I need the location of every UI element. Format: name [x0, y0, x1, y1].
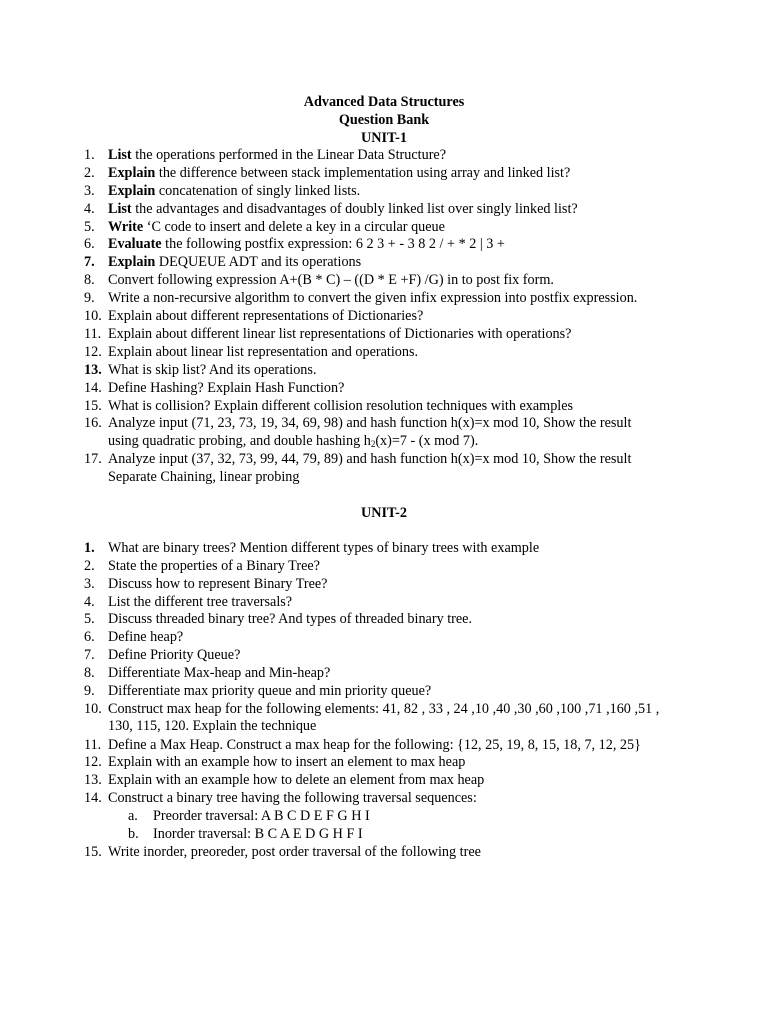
- item-text: [108, 451, 631, 468]
- item-text: [108, 844, 481, 861]
- item-body: Explain about linear list representation and operations.: [108, 344, 419, 360]
- item-number: 17.: [84, 451, 102, 467]
- item-text: [108, 665, 330, 682]
- item-body: Discuss threaded binary tree? And types of threaded binary tree.: [108, 611, 473, 627]
- item-keyword: Evaluate: [108, 236, 162, 252]
- item-number: 12.: [84, 344, 102, 360]
- item-text: [108, 147, 446, 164]
- item-text: [108, 398, 573, 415]
- item-keyword: List: [108, 147, 132, 163]
- unit2-item10-continuation: 130, 115, 120. Explain the technique: [108, 718, 317, 734]
- item-text: [108, 201, 578, 218]
- item-number: 15.: [84, 844, 102, 860]
- item-text: [108, 254, 361, 271]
- item-number: 10.: [84, 308, 102, 324]
- item-body: DEQUEUE ADT and its operations: [155, 254, 362, 270]
- item-body: Convert following expression A+(B * C) – ((D * E +F) /G) in to post fix form.: [108, 272, 554, 288]
- item-body: the operations performed in the Linear Data Structure?: [131, 147, 447, 163]
- item-number: 14.: [84, 790, 102, 806]
- item-body: Define Priority Queue?: [108, 647, 241, 663]
- item-body: What is collision? Explain different collision resolution techniques with examples: [108, 398, 574, 414]
- item-number: 2.: [84, 558, 95, 574]
- item-text: [108, 236, 505, 253]
- unit2-heading: UNIT-2: [361, 505, 407, 521]
- item-body: Explain about different linear list representations of Dictionaries with operations?: [108, 326, 572, 342]
- item-text: [108, 344, 418, 361]
- item-keyword: Explain: [108, 183, 156, 199]
- item-text: [108, 415, 631, 432]
- item-body: ‘C code to insert and delete a key in a circular queue: [143, 219, 445, 235]
- item-number: 9.: [84, 290, 95, 306]
- item-number: 3.: [84, 183, 95, 199]
- item-number: 10.: [84, 701, 102, 717]
- item-body: Explain with an example how to delete an element from max heap: [108, 772, 485, 788]
- item-number: 5.: [84, 219, 95, 235]
- item-number: 9.: [84, 683, 95, 699]
- item-text: [108, 272, 554, 289]
- item-number: 11.: [84, 737, 102, 753]
- item-body: Define a Max Heap. Construct a max heap for the following: {12, 25, 19, 8, 15, 18, 7, 12, 25}: [108, 737, 641, 753]
- item-text: [108, 701, 659, 718]
- item-text: [108, 540, 539, 557]
- item-body: Differentiate Max-heap and Min-heap?: [108, 665, 331, 681]
- item-text: [108, 576, 327, 593]
- item-body: concatenation of singly linked lists.: [155, 183, 361, 199]
- item-number: 15.: [84, 398, 102, 414]
- item-number: 5.: [84, 611, 95, 627]
- item-text: [108, 308, 423, 325]
- question-bank-page: Advanced Data Structures Question Bank UNIT-1 1. List the operations performed in the Linear Data Structure? 2. Explain the difference between stack implementation using array and linked list? 3. Explain concatenation of singly linked lists. 4. List the advantages and disadvantages of doubly linked list over singly linked list? 5. Write ‘C code to insert and delete a key in a circular queue 6. Evaluate the following postfix expression: 6 2 3 + - 3 8 2 / + * 2 | 3 + 7. Explain DEQUEUE ADT and its operations 8. Convert following expression A+(B * C) – ((D * E +F) /G) in to post fix form. 9. Write a non-recursive algorithm to convert the given infix expression into postfix expression. 10. Explain about different representations of Dictionaries? 11. Explain about different linear list representations of Dictionaries with operations? 12. Explain about linear list representation and operations. 13. What is skip list? And its operations. 14. Define Hashing? Explain Hash Function? 15. What is collision? Explain different collision resolution techniques with examples 16. Analyze input (71, 23, 73, 19, 34, 69, 98) and hash function h(x)=x mod 10, Show the result 17. Analyze input (37, 32, 73, 99, 44, 79, 89) and hash function h(x)=x mod 10, Show the result using quadratic probing, and double hashing $h_2(x)=7 - (x$ mod 7). Separate Chaining, linear probing UNIT-2 1. What are binary trees? Mention different types of binary trees with example 2. State the properties of a Binary Tree? 3. Discuss how to represent Binary Tree? 4. List the different tree traversals? 5. Discuss threaded binary tree? And types of threaded binary tree. 6. Define heap? 7. Define Priority Queue? 8. Differentiate Max-heap and Min-heap? 9. Differentiate max priority queue and min priority queue? 10. Construct max heap for the following elements: 41, 82 , 33 , 24 ,10 ,40 ,30 ,60 ,100 ,71 ,160 ,51 , 11. Define a Max Heap. Construct a max heap for the following: {12, 25, 19, 8, 15, 18, 7, 12, 25} 12. Explain with an example how to insert an element to max heap 13. Explain with an example how to delete an element from max heap 14. Construct a binary tree having the following traversal sequences: 15. Write inorder, preoreder, post order traversal of the following tree 130, 115, 120. Explain the technique a. Preorder traversal: A B C D E F G H I b. Inorder traversal: B C A E D G H F I: [0, 0, 768, 1024]
- item-text: [108, 362, 316, 379]
- item-body: Construct max heap for the following elements: 41, 82 , 33 , 24 ,10 ,40 ,30 ,60 ,100 ,71 ,160 ,51 ,: [108, 701, 660, 717]
- item-number: 6.: [84, 629, 95, 645]
- item-body: List the different tree traversals?: [108, 594, 293, 610]
- item-body: Define Hashing? Explain Hash Function?: [108, 380, 345, 396]
- document-title: Advanced Data Structures: [303, 94, 465, 110]
- item-keyword: Explain: [108, 254, 156, 270]
- unit1-heading: UNIT-1: [361, 130, 407, 146]
- item-body: Write a non-recursive algorithm to convert the given infix expression into postfix expression.: [108, 290, 638, 306]
- item-text: [108, 558, 320, 575]
- item-number: 13.: [84, 362, 102, 378]
- item-number: 4.: [84, 594, 95, 610]
- item-text: [108, 183, 360, 200]
- item-number: 1.: [84, 540, 95, 556]
- item-text: [108, 737, 641, 754]
- item-keyword: List: [108, 201, 132, 217]
- item-text: [108, 219, 445, 236]
- item-number: 8.: [84, 665, 95, 681]
- item-text: [108, 165, 570, 182]
- item-text: [108, 754, 465, 771]
- item-text: [108, 772, 484, 789]
- item-body: Analyze input (37, 32, 73, 99, 44, 79, 89) and hash function h(x)=x mod 10, Show the result: [108, 451, 632, 467]
- item-body: Construct a binary tree having the following traversal sequences:: [108, 790, 477, 806]
- item-number: 13.: [84, 772, 102, 788]
- item-text: [108, 683, 431, 700]
- item-body: Explain with an example how to insert an element to max heap: [108, 754, 466, 770]
- item-number: 2.: [84, 165, 95, 181]
- item-body: Explain about different representations of Dictionaries?: [108, 308, 424, 324]
- item-body: Analyze input (71, 23, 73, 19, 34, 69, 98) and hash function h(x)=x mod 10, Show the result: [108, 415, 632, 431]
- item-body: What are binary trees? Mention different types of binary trees with example: [108, 540, 540, 556]
- item-text: [108, 290, 637, 307]
- item-body: State the properties of a Binary Tree?: [108, 558, 320, 574]
- unit1-item17-continuation: Separate Chaining, linear probing: [108, 469, 300, 485]
- item-number: 11.: [84, 326, 102, 342]
- item-body: the following postfix expression: 6 2 3 + - 3 8 2 / + * 2 | 3 +: [161, 236, 505, 252]
- item-text: [108, 647, 240, 664]
- item-number: 14.: [84, 380, 102, 396]
- item-number: 7.: [84, 647, 95, 663]
- item-text: [108, 790, 477, 807]
- item-number: 7.: [84, 254, 95, 270]
- item-body: Write inorder, preoreder, post order traversal of the following tree: [108, 844, 481, 860]
- item-body: What is skip list? And its operations.: [108, 362, 317, 378]
- item-text: [108, 380, 344, 397]
- item-keyword: Explain: [108, 165, 156, 181]
- item-number: 1.: [84, 147, 95, 163]
- item-number: 6.: [84, 236, 95, 252]
- item-body: the difference between stack implementation using array and linked list?: [155, 165, 571, 181]
- item-text: [108, 326, 571, 343]
- item-body: Define heap?: [108, 629, 184, 645]
- unit1-item16-continuation: using quadratic probing, and double hashing $h_2(x)=7 - (x$ mod 7).: [108, 433, 479, 449]
- item-text: [108, 611, 472, 628]
- item-keyword: Write: [108, 219, 144, 235]
- item-number: 4.: [84, 201, 95, 217]
- item-number: 3.: [84, 576, 95, 592]
- item-number: 12.: [84, 754, 102, 770]
- item-body: Discuss how to represent Binary Tree?: [108, 576, 328, 592]
- item-number: 8.: [84, 272, 95, 288]
- item-body: Differentiate max priority queue and min priority queue?: [108, 683, 432, 699]
- item-number: 16.: [84, 415, 102, 431]
- item-text: [108, 629, 183, 646]
- item-body: the advantages and disadvantages of doubly linked list over singly linked list?: [131, 201, 578, 217]
- document-subtitle: Question Bank: [338, 112, 430, 128]
- item-text: [108, 594, 292, 611]
